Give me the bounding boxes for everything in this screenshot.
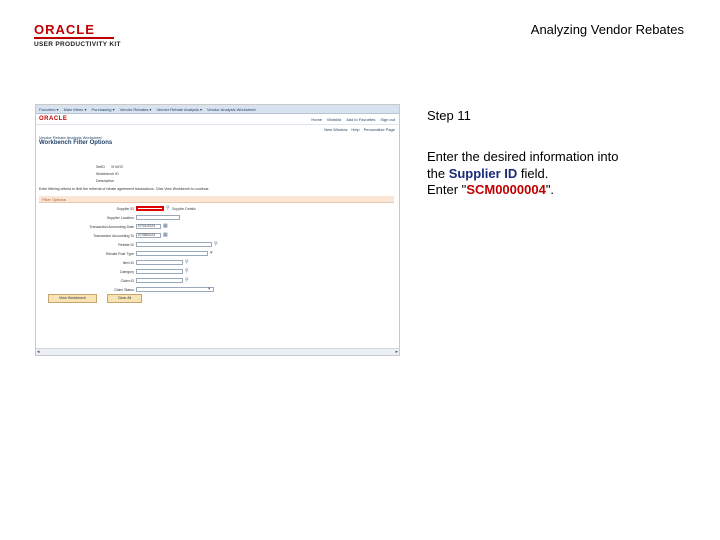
supplier-location-input[interactable] [136,215,180,220]
oracle-logo-text: ORACLE [34,22,95,37]
supplier-description: Supplier Details [172,207,196,211]
calendar-icon[interactable]: ▦ [163,223,168,229]
description-label: Description [96,179,114,183]
rebate-rule-type-select[interactable] [136,251,208,256]
rebate-id-row [36,242,396,249]
step-label: Step 11 [427,108,471,123]
claim-id-label: Claim ID [120,279,134,283]
accounting-date-to-input[interactable]: 07/08/2023 [136,233,161,238]
page-links [36,127,399,134]
menu-vendor-rebates[interactable]: Vendor Rebates ▾ [119,106,152,112]
supplier-id-input[interactable] [136,206,164,211]
claim-status-row [36,287,396,294]
setid-label: SetID [96,165,105,169]
app-logo: ORACLE [39,116,68,122]
menu-analysis-worksheet[interactable]: Vendor Analysis Worksheet [207,106,256,112]
action-buttons [48,294,142,303]
instruction-line-1: Enter the desired information into [427,149,619,164]
menu-rebate-analysis[interactable]: Vendor Rebate Analysis ▾ [156,106,203,112]
category-lookup-icon[interactable]: ⚲ [185,268,189,274]
instruction-field-name: Supplier ID [448,165,518,181]
rebate-lookup-icon[interactable]: ⚲ [214,241,218,247]
setid-value: SHARE [111,165,124,169]
link-help[interactable]: Help [351,127,360,132]
instruction-line-2-post: field. [517,165,549,181]
filter-instructions: Enter filtering criteria to limit the retrieval of rebate agreement transactions. Click View Workbench to continue. [39,187,210,191]
horizontal-scrollbar[interactable] [36,348,399,355]
link-new-window[interactable]: New Window [324,127,348,132]
item-id-row [36,260,396,267]
accounting-date-from-row [36,224,396,231]
supplier-location-row [36,215,396,222]
instruction-line-3-pre: Enter " [427,182,467,197]
clear-all-button[interactable]: Clear All [107,294,142,303]
supplier-lookup-icon[interactable]: ⚲ [166,205,170,211]
accounting-date-from-input[interactable]: 07/01/2023 [136,224,161,229]
instruction-line-3-post: ". [545,182,555,197]
claim-status-select[interactable] [136,287,214,292]
calendar-icon[interactable]: ▦ [163,232,168,238]
rebate-id-label: Rebate ID [118,243,134,247]
accounting-date-from-label: Transaction Accounting Date [89,225,134,229]
header-link-signout[interactable]: Sign out [380,116,395,122]
view-workbench-button[interactable]: View Workbench [48,294,97,303]
link-personalize[interactable]: Personalize Page [363,127,395,132]
menu-bar [36,105,399,114]
step-instruction [427,149,697,199]
page-title: Workbench Filter Options [39,140,113,146]
claim-status-label: Claim Status [114,288,134,292]
supplier-id-label: Supplier ID [116,207,134,211]
header-links [311,117,399,122]
supplier-id-row [36,206,396,213]
menu-purchasing[interactable]: Purchasing ▾ [91,106,115,112]
supplier-location-label: Supplier Location [106,216,134,220]
item-lookup-icon[interactable]: ⚲ [185,259,189,265]
accounting-date-to-row [36,233,396,240]
item-id-label: Item ID [122,261,134,265]
page-heading [36,135,399,146]
description-row [96,179,120,183]
upk-logo-text: USER PRODUCTIVITY KIT [34,41,121,48]
dropdown-icon[interactable]: ▾ [208,286,211,292]
scroll-left-icon[interactable]: ◂ [37,349,40,355]
dropdown-icon[interactable]: ▾ [210,250,213,256]
oracle-upk-logo [34,23,138,48]
scroll-right-icon[interactable]: ▸ [395,349,398,355]
claim-id-row [36,278,396,285]
item-id-input[interactable] [136,260,183,265]
workbench-id-label: Workbench ID [96,172,119,176]
category-label: Category [119,270,134,274]
instruction-line-2 [427,166,697,183]
workbench-id-row [96,172,125,176]
claim-id-input[interactable] [136,278,183,283]
application-screenshot [35,104,400,356]
document-title: Analyzing Vendor Rebates [530,22,684,37]
rebate-id-input[interactable] [136,242,212,247]
app-header [36,114,399,125]
rebate-rule-type-row [36,251,396,258]
breadcrumb: Vendor Rebate Analysis Worksheet [39,135,102,140]
claim-lookup-icon[interactable]: ⚲ [185,277,189,283]
rebate-rule-type-label: Rebate Rule Type [106,252,134,256]
accounting-date-to-label: Transaction Accounting To [93,234,134,238]
header-link-favorites[interactable]: Add to Favorites [346,116,376,122]
filter-options-section: Filter Options [39,196,394,203]
instruction-line-3 [427,182,697,199]
menu-main[interactable]: Main Menu ▾ [63,106,87,112]
menu-favorites[interactable]: Favorites ▾ [39,106,59,112]
instruction-value: SCM0000004 [466,182,546,197]
instruction-line-2-pre: the [427,165,449,181]
category-input[interactable] [136,269,183,274]
header-link-worklist[interactable]: Worklist [327,116,342,122]
logo-underline [34,37,114,39]
header-link-home[interactable]: Home [311,116,323,122]
category-row [36,269,396,276]
setid-row [96,165,123,169]
